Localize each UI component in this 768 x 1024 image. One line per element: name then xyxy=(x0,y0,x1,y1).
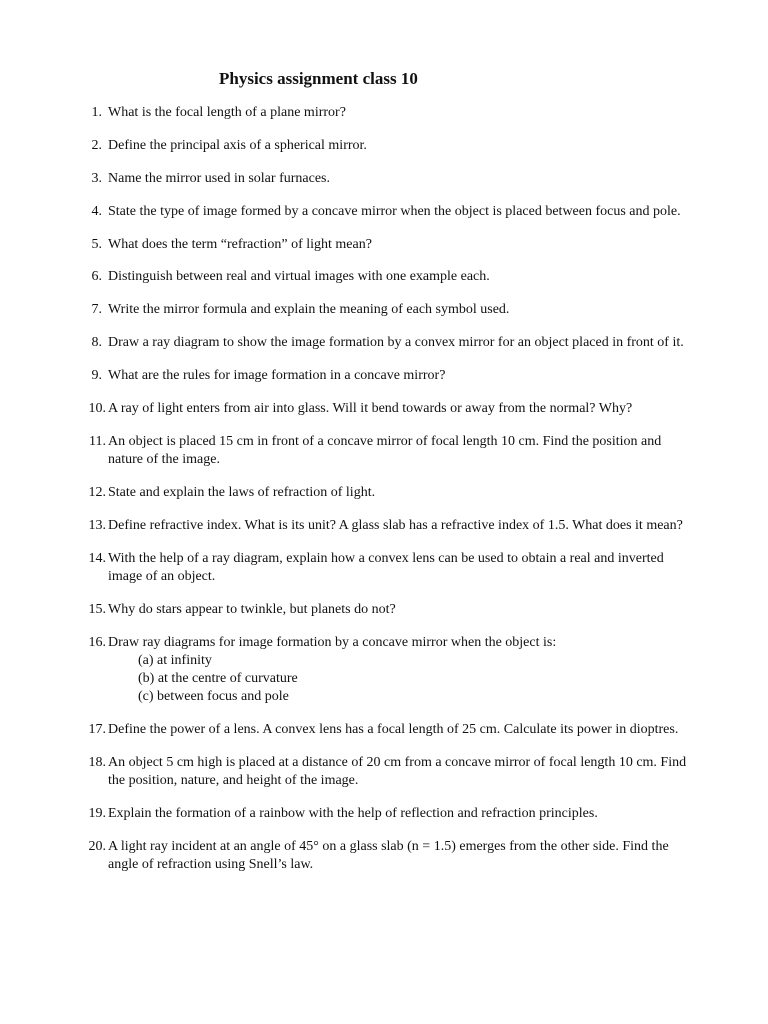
question-number: 1. xyxy=(91,105,102,120)
question-item xyxy=(0,805,696,823)
question-text: Distinguish between real and virtual images with one example each. xyxy=(108,269,490,285)
question-number: 5. xyxy=(91,236,102,252)
question-number: 6. xyxy=(91,269,102,285)
question-item xyxy=(0,721,696,739)
question-item xyxy=(0,203,696,221)
question-item xyxy=(0,137,696,155)
question-item xyxy=(0,517,696,535)
question-item xyxy=(0,838,696,874)
question-text: Name the mirror used in solar furnaces. xyxy=(108,170,330,186)
question-number: 14. xyxy=(88,550,106,566)
question-number: 7. xyxy=(91,302,102,318)
question-number: 16. xyxy=(88,634,106,650)
question-item xyxy=(0,634,696,707)
question-text: An object is placed 15 cm in front of a concave mirror of focal length 10 cm. Find the position and nature of the image. xyxy=(108,433,662,468)
question-item xyxy=(0,170,696,188)
question-number: 20. xyxy=(88,839,106,855)
question-number: 13. xyxy=(88,517,106,533)
question-text: Write the mirror formula and explain the meaning of each symbol used. xyxy=(108,302,510,318)
question-number: 4. xyxy=(91,203,102,219)
question-item xyxy=(0,104,696,122)
question-text: An object 5 cm high is placed at a distance of 20 cm from a concave mirror of focal length 10 cm. Find the position, nature, and height of the image. xyxy=(108,755,687,789)
question-item xyxy=(0,400,696,418)
question-item xyxy=(0,754,696,790)
question-item xyxy=(0,334,696,352)
question-text: What is the focal length of a plane mirror? xyxy=(108,105,346,120)
question-number: 17. xyxy=(88,722,106,738)
question-item xyxy=(0,268,696,286)
question-item xyxy=(0,550,696,586)
question-number: 15. xyxy=(88,601,106,617)
question-number: 3. xyxy=(91,170,102,186)
question-text: What does the term “refraction” of light mean? xyxy=(108,236,372,252)
question-number: 8. xyxy=(91,335,102,351)
question-text: Define refractive index. What is its unit? A glass slab has a refractive index of 1.5. What does it mean? xyxy=(108,517,683,533)
question-number: 10. xyxy=(88,401,106,417)
question-number: 11. xyxy=(89,433,106,449)
question-text: Draw a ray diagram to show the image formation by a convex mirror for an object placed in front of it. xyxy=(108,335,684,351)
question-item xyxy=(0,301,696,319)
question-number: 19. xyxy=(88,806,106,822)
sub-question-item: (b) at the centre of curvature xyxy=(138,671,298,687)
question-item xyxy=(0,367,696,385)
question-number: 18. xyxy=(88,755,106,771)
question-list xyxy=(0,104,768,889)
question-number: 9. xyxy=(91,368,102,384)
question-number: 12. xyxy=(88,485,106,500)
question-text: State the type of image formed by a concave mirror when the object is placed between focus and pole. xyxy=(108,203,681,219)
question-text: What are the rules for image formation in a concave mirror? xyxy=(108,368,446,384)
question-text: Define the principal axis of a spherical mirror. xyxy=(108,137,367,153)
sub-question-item: (c) between focus and pole xyxy=(138,689,289,705)
sub-question-list xyxy=(108,652,696,707)
question-text: A light ray incident at an angle of 45° on a glass slab (n = 1.5) emerges from the other side. Find the angle of refraction using Snell’s law. xyxy=(108,839,669,873)
question-text: Why do stars appear to twinkle, but planets do not? xyxy=(108,601,396,617)
question-item xyxy=(0,433,696,469)
question-item xyxy=(0,484,696,502)
sub-question-item: (a) at infinity xyxy=(138,652,212,668)
page-title: Physics assignment class 10 xyxy=(219,69,418,88)
question-item xyxy=(0,601,696,619)
question-text: Draw ray diagrams for image formation by a concave mirror when the object is: xyxy=(108,634,557,650)
question-text: With the help of a ray diagram, explain how a convex lens can be used to obtain a real and inverted image of an object. xyxy=(108,550,664,584)
question-text: Explain the formation of a rainbow with the help of reflection and refraction principles. xyxy=(108,806,598,822)
question-text: State and explain the laws of refraction of light. xyxy=(108,485,376,500)
question-number: 2. xyxy=(91,137,102,153)
question-text: A ray of light enters from air into glass. Will it bend towards or away from the normal? Why? xyxy=(108,401,633,417)
question-text: Define the power of a lens. A convex lens has a focal length of 25 cm. Calculate its power in dioptres. xyxy=(108,722,679,738)
question-item xyxy=(0,236,696,254)
